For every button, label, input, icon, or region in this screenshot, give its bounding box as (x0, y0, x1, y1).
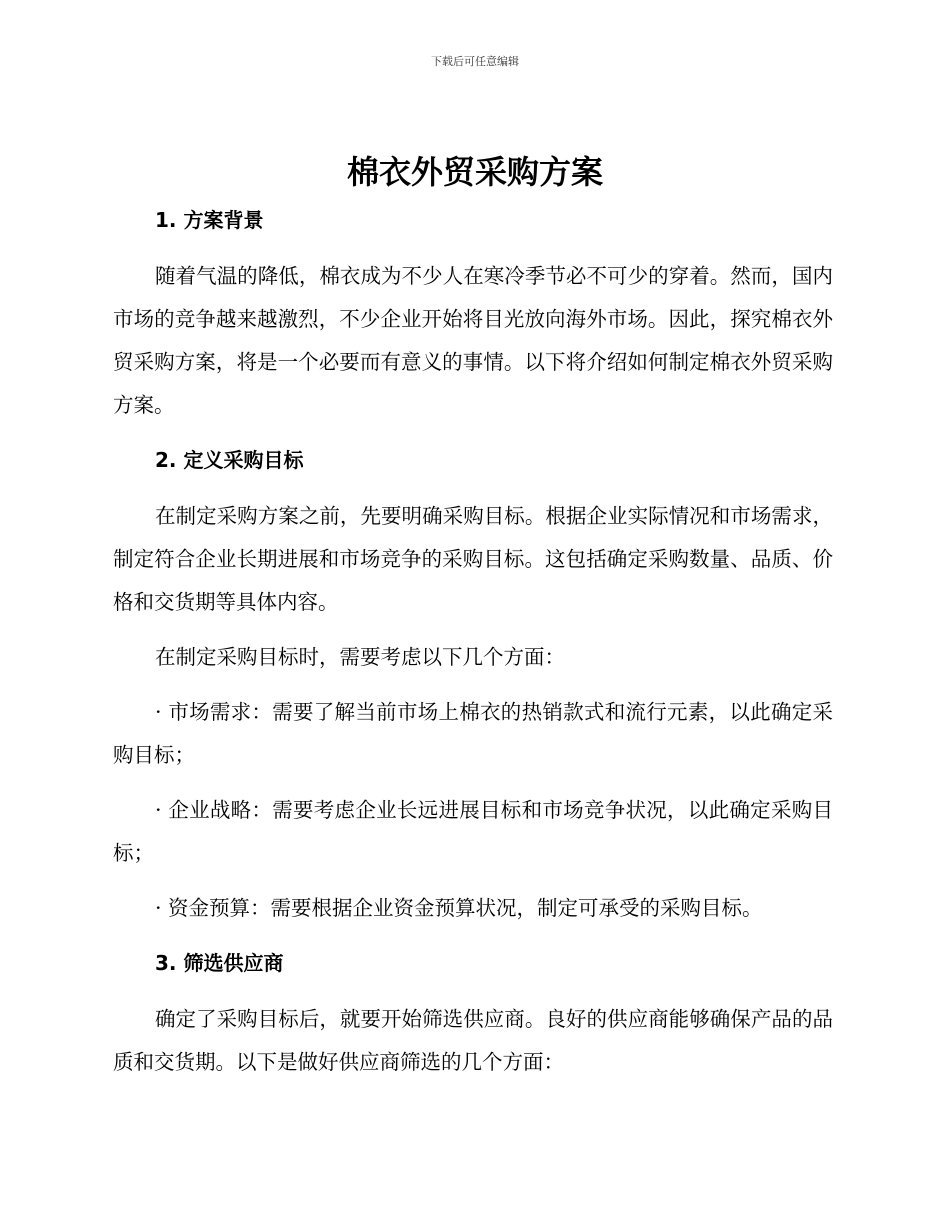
paragraph-define-goals-intro: 在制定采购方案之前，先要明确采购目标。根据企业实际情况和市场需求，制定符合企业长期进展和市场竞争的采购目标。这包括确定采购数量、品质、价格和交货期等具体内容。 (113, 504, 833, 614)
paragraph-define-goals-considerations: 在制定采购目标时，需要考虑以下几个方面： (155, 645, 565, 669)
bullet-budget: · 资金预算：需要根据企业资金预算状况，制定可承受的采购目标。 (155, 896, 763, 920)
section-heading-define-goals: 2. 定义采购目标 (155, 448, 304, 472)
bullet-enterprise-strategy: · 企业战略：需要考虑企业长远进展目标和市场竞争状况，以此确定采购目标； (113, 798, 833, 865)
bullet-market-demand: · 市场需求：需要了解当前市场上棉衣的热销款式和流行元素，以此确定采购目标； (113, 700, 833, 767)
section-heading-background: 1. 方案背景 (155, 208, 264, 232)
paragraph-background: 随着气温的降低，棉衣成为不少人在寒冷季节必不可少的穿着。然而，国内市场的竞争越来越激烈，不少企业开始将目光放向海外市场。因此，探究棉衣外贸采购方案，将是一个必要而有意义的事情。以下将介绍如何制定棉衣外贸采购方案。 (113, 264, 833, 417)
document-title: 棉衣外贸采购方案 (346, 153, 603, 191)
document-body (113, 203, 833, 1084)
paragraph-select-suppliers: 确定了采购目标后，就要开始筛选供应商。良好的供应商能够确保产品的品质和交货期。以下是做好供应商筛选的几个方面： (113, 1007, 833, 1074)
page-header-note: 下载后可任意编辑 (431, 55, 519, 68)
section-heading-select-suppliers: 3. 筛选供应商 (155, 951, 284, 975)
